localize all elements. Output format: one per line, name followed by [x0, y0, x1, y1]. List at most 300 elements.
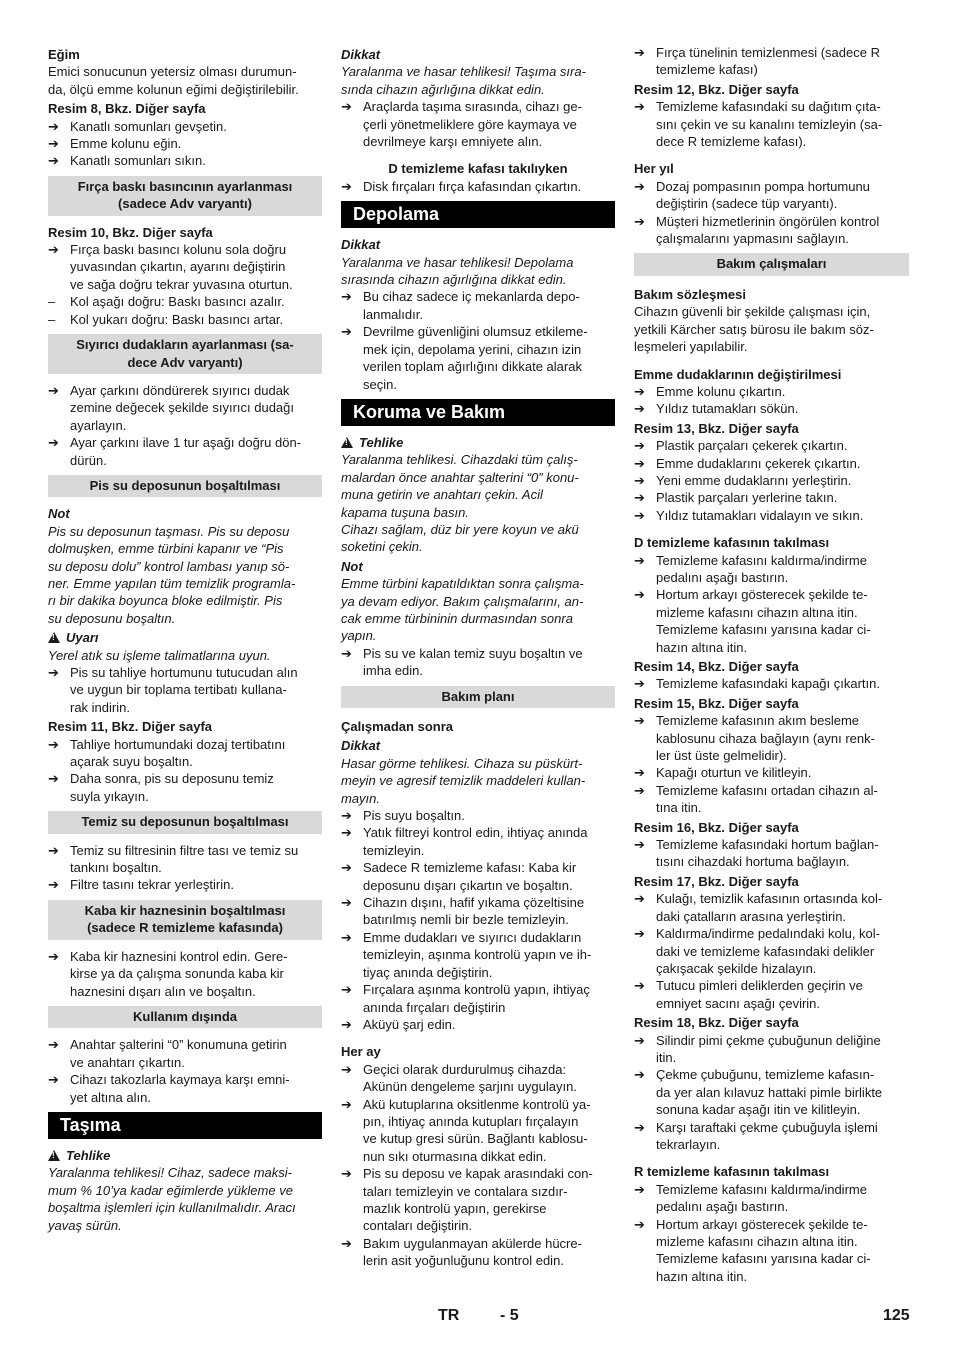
step-line: Silindir pimi çekme çubuğunun deliğine — [656, 1032, 881, 1048]
arrow-right-icon: ➔ — [341, 324, 352, 340]
result-item — [48, 311, 322, 328]
note-line: su deposu dolu” kontrol lambası yanıp sö- — [48, 558, 290, 574]
action-step — [634, 552, 909, 587]
step-line: itin. — [656, 1049, 677, 1065]
note-line: cak emme türbininin durmasından sonra — [341, 610, 573, 626]
note-text — [48, 523, 322, 627]
note-line: su deposunu boşaltın. — [48, 610, 176, 626]
step-line: rak indirin. — [70, 699, 130, 715]
action-step — [634, 675, 909, 692]
note-text — [341, 63, 615, 98]
step-line: ve uygun bir toplama tertibatı kullana- — [70, 682, 287, 698]
subheading: Resim 11, Bkz. Diğer sayfa — [48, 719, 213, 735]
arrow-right-icon: ➔ — [48, 1072, 59, 1088]
step-line: Dozaj pompasının pompa hortumunu — [656, 178, 870, 194]
step-line: hazın altına itin. — [656, 1268, 748, 1284]
section-heading-line: dece Adv varyantı) — [127, 354, 243, 370]
step-line: Emme dudakları ve sıyırıcı dudakların — [363, 929, 582, 945]
arrow-right-icon: ➔ — [634, 552, 645, 568]
action-step — [341, 645, 615, 680]
step-line: çerli yönetmeliklere göre kaymaya ve — [363, 116, 577, 132]
step-line: Temizleme kafasını kaldırma/indirme — [656, 552, 867, 568]
step-line: lanmalıdır. — [363, 306, 423, 322]
action-step — [48, 118, 322, 135]
step-line: ve sağa doğru tekrar yuvasına oturtun. — [70, 276, 293, 292]
step-line: Kapağı oturtun ve kilitleyin. — [656, 765, 812, 781]
action-step — [634, 1181, 909, 1216]
step-line: Emme kolunu çıkartın. — [656, 383, 786, 399]
arrow-right-icon: ➔ — [634, 1067, 645, 1083]
arrow-right-icon: ➔ — [341, 929, 352, 945]
step-line: yet altına alın. — [70, 1089, 151, 1105]
section-heading-line: Sıyırıcı dudakların ayarlanması (sa- — [76, 337, 294, 353]
step-line: temizleme kafası) — [656, 62, 758, 78]
subheading: Resim 8, Bkz. Diğer sayfa — [48, 101, 206, 117]
step-line: mizleme kafasını cihazın altına itin. — [656, 1234, 858, 1249]
action-step — [341, 288, 615, 323]
action-step — [341, 894, 615, 929]
action-step — [634, 44, 909, 79]
note-line: Hasar görme tehlikesi. Cihaza su püskürt- — [341, 755, 583, 771]
arrow-right-icon: ➔ — [634, 1181, 645, 1197]
section-heading-line: (sadece Adv varyantı) — [118, 196, 252, 212]
note-line: boşaltma işlemleri için kullanılmalıdır. Aracı — [48, 1200, 296, 1216]
body-text: Emici sonucunun yetersiz olması durumun- — [48, 64, 297, 80]
note-line: sırasında cihazın ağırlığına dikkat edin. — [341, 272, 567, 288]
arrow-right-icon: ➔ — [634, 713, 645, 729]
step-line: Ayar çarkını döndürerek sıyırıcı dudak — [70, 382, 290, 398]
note-line: meyin ve agresif temizlik maddeleri kullan- — [341, 773, 586, 789]
step-line: Temizleme kafasını kaldırma/indirme — [656, 1181, 867, 1197]
step-line: verilen toplam ağırlığını dikkate alarak — [363, 359, 582, 375]
action-step — [634, 1032, 909, 1067]
note-line: Yaralanma ve hasar tehlikesi! Taşıma sıra- — [341, 64, 586, 80]
step-line: pedalını aşağı bastırın. — [656, 1199, 789, 1215]
arrow-right-icon: ➔ — [48, 153, 59, 169]
action-step — [48, 842, 322, 877]
warning-triangle-icon — [341, 437, 353, 448]
action-step — [341, 807, 615, 824]
action-step — [341, 929, 615, 981]
step-line: tekrarlayın. — [656, 1136, 721, 1152]
section-heading — [634, 253, 909, 275]
step-line: Anahtar şalterini “0” konumuna getirin — [70, 1037, 287, 1053]
arrow-right-icon: ➔ — [634, 507, 645, 523]
note-line: kapama tuşuna basın. — [341, 504, 469, 520]
step-line: Pis su ve kalan temiz suyu boşaltın ve — [363, 645, 583, 661]
arrow-right-icon: ➔ — [341, 178, 352, 194]
step-line: Pis su tahliye hortumunu tutucudan alın — [70, 665, 298, 680]
step-line: temizleyin. — [363, 842, 425, 858]
action-step — [341, 824, 615, 859]
action-step — [634, 472, 909, 489]
step-line: mek için, depolama yerini, cihazın izin — [363, 341, 582, 357]
step-line: tısını cihazdaki hortuma bağlayın. — [656, 854, 850, 870]
arrow-right-icon: ➔ — [634, 782, 645, 798]
subheading: Resim 12, Bkz. Diğer sayfa — [634, 81, 799, 97]
arrow-right-icon: ➔ — [634, 438, 645, 454]
step-line: zemine değecek şekilde sıyırıcı dudağı — [70, 400, 295, 416]
step-line: dürün. — [70, 452, 107, 468]
text-column-3 — [634, 44, 909, 1285]
action-step — [48, 1036, 322, 1071]
warning-label — [341, 434, 615, 451]
section-heading — [48, 475, 322, 497]
chapter-heading: Depolama — [341, 201, 615, 228]
step-line: Yatık filtreyi kontrol edin, ihtiyaç anında — [363, 825, 588, 841]
body-text: leşmeleri yapılabilir. — [634, 339, 748, 355]
step-line: Disk fırçaları fırça kafasından çıkartın. — [363, 178, 582, 194]
step-line: batırılmış nemli bir bezle temizleyin. — [363, 912, 569, 928]
arrow-right-icon: ➔ — [634, 676, 645, 692]
step-line: Kulağı, temizlik kafasının ortasında kol- — [656, 891, 883, 907]
arrow-right-icon: ➔ — [634, 587, 645, 603]
section-heading — [48, 811, 322, 833]
action-step — [634, 383, 909, 400]
action-step — [634, 586, 909, 621]
action-step — [48, 382, 322, 434]
action-step — [48, 152, 322, 169]
step-line: nun sıkı oturmasına dikkat edin. — [363, 1148, 547, 1164]
action-step — [634, 977, 909, 1012]
arrow-right-icon: ➔ — [341, 645, 352, 661]
arrow-right-icon: ➔ — [634, 1216, 645, 1232]
arrow-right-icon: ➔ — [634, 837, 645, 853]
step-line: hazın altına itin. — [656, 639, 748, 655]
action-step — [341, 1096, 615, 1166]
action-step — [634, 890, 909, 925]
arrow-right-icon: ➔ — [341, 289, 352, 305]
step-line: Kaba kir haznesini kontrol edin. Gere- — [70, 948, 288, 964]
step-line: Aküyü şarj edin. — [363, 1016, 456, 1032]
step-line: da yer alan kılavuz hattaki pimle birlikte — [656, 1084, 883, 1100]
step-line: Bu cihaz sadece iç mekanlarda depo- — [363, 289, 580, 305]
arrow-right-icon: ➔ — [48, 771, 59, 787]
section-heading — [48, 334, 322, 374]
step-line: Pis su deposu ve kapak arasındaki con- — [363, 1166, 593, 1182]
section-heading — [48, 900, 322, 940]
note-line: Cihazı sağlam, düz bir yere koyun ve akü — [341, 521, 579, 537]
step-line: sını çekin ve su kanalını temizleyin (sa- — [656, 116, 883, 132]
subheading: D temizleme kafasının takılması — [634, 535, 830, 551]
step-line: devrilmeye karşı emniyete alın. — [363, 134, 543, 150]
arrow-right-icon: ➔ — [48, 877, 59, 893]
action-step — [48, 241, 322, 293]
action-step — [341, 323, 615, 393]
subheading: Eğim — [48, 47, 80, 62]
step-line: ve anahtarı çıkartın. — [70, 1054, 185, 1070]
note-line: soketini çekin. — [341, 539, 423, 555]
step-line: Kaldırma/indirme pedalındaki kolu, kol- — [656, 926, 880, 942]
step-line: taları temizleyin ve contalara sızdır- — [363, 1183, 568, 1199]
step-line: Temiz su filtresinin filtre tası ve temiz su — [70, 842, 299, 858]
step-line: çalışmalarını yapmasını sağlayın. — [656, 231, 849, 247]
arrow-right-icon: ➔ — [634, 765, 645, 781]
step-line: Emme dudaklarını çekerek çıkartın. — [656, 455, 861, 471]
footer-language: TR — [438, 1307, 460, 1324]
result-item — [48, 293, 322, 310]
step-line: anında fırçaları değiştirin — [363, 999, 506, 1015]
step-line: Plastik parçaları çekerek çıkartın. — [656, 438, 848, 454]
step-line: imha edin. — [363, 663, 423, 679]
note-line: malardan önce anahtar şalterini “0” konu- — [341, 469, 579, 485]
note-label: Not — [341, 558, 363, 574]
arrow-right-icon: ➔ — [48, 435, 59, 451]
subheading: R temizleme kafasının takılması — [634, 1164, 830, 1180]
note-label: Dikkat — [341, 47, 381, 62]
subheading: Resim 18, Bkz. Diğer sayfa — [634, 1015, 799, 1031]
arrow-right-icon: ➔ — [48, 382, 59, 398]
note-text — [341, 755, 615, 807]
subheading: Resim 16, Bkz. Diğer sayfa — [634, 819, 799, 835]
step-line: Yeni emme dudaklarını yerleştirin. — [656, 472, 852, 488]
section-heading — [341, 686, 615, 708]
warning-triangle-icon — [48, 1150, 60, 1161]
step-line: Karşı taraftaki çekme çubuğuyla işlemi — [656, 1119, 878, 1135]
note-label: Dikkat — [341, 237, 381, 253]
step-line: ler üst üste gelmelidir). — [656, 748, 787, 764]
action-step — [634, 178, 909, 213]
step-line: temizleyin, aşınma kontrolü yapın ve ih- — [363, 947, 592, 963]
step-continuation — [634, 621, 909, 656]
warning-label — [48, 629, 322, 646]
section-heading-line: Bakım çalışmaları — [716, 256, 827, 272]
step-line: Plastik parçaları yerlerine takın. — [656, 490, 838, 506]
action-step — [634, 400, 909, 417]
step-line: Tahliye hortumundaki dozaj tertibatını — [70, 736, 286, 752]
step-line: Müşteri hizmetlerinin öngörülen kontrol — [656, 213, 880, 229]
action-step — [48, 876, 322, 893]
action-step — [48, 770, 322, 805]
step-line: Akünün dengeleme şarjını uygulayın. — [363, 1079, 577, 1095]
step-line: mizleme kafasını cihazın altına itin. — [656, 604, 858, 620]
arrow-right-icon: ➔ — [48, 948, 59, 964]
step-line: Pis suyu boşaltın. — [363, 808, 465, 824]
action-step — [634, 764, 909, 781]
step-continuation — [634, 1250, 909, 1285]
step-line: Filtre tasını tekrar yerleştirin. — [70, 877, 234, 893]
action-step — [341, 178, 615, 195]
section-heading — [48, 1006, 322, 1028]
section-heading — [48, 176, 322, 216]
step-line: açarak suyu boşaltın. — [70, 754, 193, 770]
arrow-right-icon: ➔ — [341, 99, 352, 115]
note-line: yavaş sürün. — [48, 1217, 122, 1233]
section-heading-line: Kaba kir haznesinin boşaltılması — [84, 902, 286, 918]
action-step — [634, 507, 909, 524]
action-step — [341, 1165, 615, 1235]
subheading: Her yıl — [634, 161, 674, 177]
arrow-right-icon: ➔ — [341, 895, 352, 911]
step-line: pedalını aşağı bastırın. — [656, 569, 789, 585]
subheading: Resim 14, Bkz. Diğer sayfa — [634, 659, 799, 674]
note-text — [48, 647, 322, 664]
arrow-right-icon: ➔ — [341, 1166, 352, 1182]
action-step — [341, 981, 615, 1016]
subheading: Resim 17, Bkz. Diğer sayfa — [634, 873, 799, 889]
footer-page-number: 125 — [883, 1307, 910, 1324]
subheading: D temizleme kafası takılıyken — [388, 161, 568, 177]
chapter-heading: Koruma ve Bakım — [341, 399, 615, 426]
step-line: Fırça baskı basıncı kolunu sola doğru — [70, 242, 287, 258]
arrow-right-icon: ➔ — [48, 118, 59, 134]
step-line: emniyet sacını aşağı çevirin. — [656, 995, 821, 1011]
step-line: Bakım uygulanmayan akülerde hücre- — [363, 1235, 582, 1251]
action-step — [634, 213, 909, 248]
action-step — [634, 98, 909, 150]
arrow-right-icon: ➔ — [48, 242, 59, 258]
arrow-right-icon: ➔ — [48, 665, 59, 680]
action-step — [48, 948, 322, 1000]
text-column-1 — [48, 44, 322, 1234]
arrow-right-icon: ➔ — [634, 455, 645, 471]
step-line: tankını boşaltın. — [70, 860, 162, 876]
action-step — [634, 489, 909, 506]
section-heading-line: Bakım planı — [441, 688, 515, 704]
step-line: Kol yukarı doğru: Baskı basıncı artar. — [70, 311, 284, 327]
body-text: yetkili Kärcher satış bürosu ile bakım söz- — [634, 321, 874, 337]
note-text — [48, 1164, 322, 1234]
step-line: Hortum arkayı gösterecek şekilde te- — [656, 587, 868, 603]
step-line: dece R temizleme kafası). — [656, 134, 807, 150]
note-line: Yaralanma ve hasar tehlikesi! Depolama — [341, 254, 574, 270]
action-step — [634, 1119, 909, 1154]
step-line: Cihazı takozlarla kaymaya karşı emni- — [70, 1072, 290, 1088]
step-line: Çekme çubuğunu, temizleme kafasın- — [656, 1067, 875, 1083]
note-line: yapın. — [341, 628, 377, 644]
step-line: Temizleme kafasını ortadan cihazın al- — [656, 782, 878, 798]
action-step — [634, 455, 909, 472]
arrow-right-icon: ➔ — [341, 1235, 352, 1251]
subheading: Çalışmadan sonra — [341, 719, 453, 734]
arrow-right-icon: ➔ — [634, 401, 645, 417]
note-line: Yaralanma tehlikesi. Cihazdaki tüm çalış- — [341, 452, 578, 468]
arrow-right-icon: ➔ — [341, 1061, 352, 1077]
subheading: Resim 10, Bkz. Diğer sayfa — [48, 224, 213, 240]
action-step — [634, 1216, 909, 1251]
step-line: Temizleme kafasının akım besleme — [656, 713, 860, 729]
arrow-right-icon: ➔ — [634, 978, 645, 994]
action-step — [634, 782, 909, 817]
action-step — [634, 437, 909, 454]
section-heading-line: Kullanım dışında — [132, 1008, 237, 1024]
note-line: mayın. — [341, 790, 381, 806]
subheading: Bakım sözleşmesi — [634, 286, 747, 302]
step-line: Temizleme kafasını yarısına kadar ci- — [656, 622, 871, 638]
step-line: Fırça tünelinin temizlenmesi (sadece R — [656, 45, 880, 60]
step-line: mazlık kontrolü yapın, gerekirse — [363, 1200, 547, 1216]
body-text: da, ölçü emme kolunun eğimi değiştirilebilir. — [48, 81, 299, 97]
step-line: çakışacak şekilde hizalayın. — [656, 960, 817, 976]
step-line: Tutucu pimleri deliklerden geçirin ve — [656, 978, 863, 994]
warning-label — [48, 1147, 322, 1164]
section-heading-line: (sadece R temizleme kafasında) — [87, 920, 283, 936]
section-heading-line: Temiz su deposunun boşaltılması — [81, 814, 289, 830]
action-step — [341, 859, 615, 894]
note-line: mum % 10’ya kadar eğimlerde yükleme ve — [48, 1182, 293, 1198]
arrow-right-icon: ➔ — [634, 1032, 645, 1048]
step-line: Temizleme kafasındaki hortum bağlan- — [656, 837, 879, 853]
arrow-right-icon: ➔ — [634, 178, 645, 194]
action-step — [48, 1071, 322, 1106]
step-line: pın, ihtiyaç anında kutupları fırçalayın — [363, 1113, 579, 1129]
arrow-right-icon: ➔ — [48, 1037, 59, 1053]
step-line: deposunu dışarı çıkartın ve boşaltın. — [363, 877, 573, 893]
step-line: Hortum arkayı gösterecek şekilde te- — [656, 1216, 868, 1232]
step-line: Kanatlı somunları sıkın. — [70, 153, 206, 169]
arrow-right-icon: ➔ — [341, 860, 352, 876]
section-heading-line: Pis su deposunun boşaltılması — [89, 477, 281, 493]
step-line: Kol aşağı doğru: Baskı basıncı azalır. — [70, 294, 285, 310]
step-line: yuvasından çıkartın, ayarını değiştirin — [70, 259, 286, 275]
action-step — [634, 1066, 909, 1118]
body-text: Cihazın güvenli bir şekilde çalışması için, — [634, 304, 871, 320]
arrow-right-icon: ➔ — [634, 490, 645, 506]
section-heading-line: Fırça baskı basıncının ayarlanması — [77, 178, 293, 194]
step-line: değiştirin (sadece tüp varyantı). — [656, 196, 838, 212]
arrow-right-icon: ➔ — [634, 99, 645, 115]
arrow-right-icon: ➔ — [341, 825, 352, 841]
warning-label-text: Tehlike — [359, 434, 404, 450]
step-line: contaları değiştirin. — [363, 1218, 473, 1234]
note-line: dolmuşken, emme türbini kapanır ve “Pis — [48, 541, 284, 557]
warning-label-text: Uyarı — [66, 630, 99, 646]
note-text — [341, 254, 615, 289]
arrow-right-icon: ➔ — [634, 891, 645, 907]
arrow-right-icon: ➔ — [634, 213, 645, 229]
arrow-right-icon: ➔ — [341, 808, 352, 824]
chapter-heading: Taşıma — [48, 1112, 322, 1139]
arrow-right-icon: ➔ — [634, 1119, 645, 1135]
note-line: rı bir dakika boyunca bloke edilmiştir. Pis — [48, 593, 283, 609]
dash-marker: – — [48, 294, 56, 310]
action-step — [48, 135, 322, 152]
step-line: Araçlarda taşıma sırasında, cihazı ge- — [363, 99, 582, 115]
note-label: Dikkat — [341, 738, 381, 754]
arrow-right-icon: ➔ — [48, 736, 59, 752]
step-line: Kanatlı somunları gevşetin. — [70, 118, 227, 134]
action-step — [341, 98, 615, 150]
step-line: seçin. — [363, 376, 397, 392]
action-step — [48, 434, 322, 469]
note-line: muna getirin ve anahtarı çekin. Acil — [341, 487, 543, 503]
arrow-right-icon: ➔ — [634, 472, 645, 488]
arrow-right-icon: ➔ — [634, 926, 645, 942]
footer-local-page: - 5 — [500, 1307, 519, 1324]
subheading: Her ay — [341, 1044, 381, 1060]
step-line: suyla yıkayın. — [70, 788, 149, 804]
note-line: ya devam ediyor. Bakım çalışmalarını, an- — [341, 593, 584, 609]
note-line: Yaralanma tehlikesi! Cihaz, sadece maksi- — [48, 1165, 292, 1181]
arrow-right-icon: ➔ — [634, 45, 645, 60]
step-line: Yıldız tutamakları sökün. — [656, 401, 799, 417]
arrow-right-icon: ➔ — [341, 1096, 352, 1112]
arrow-right-icon: ➔ — [48, 136, 59, 152]
subheading: Emme dudaklarının değiştirilmesi — [634, 366, 842, 382]
action-step — [48, 664, 322, 716]
action-step — [341, 1061, 615, 1096]
step-line: Sadece R temizleme kafası: Kaba kir — [363, 860, 577, 876]
step-line: Temizleme kafasındaki su dağıtım çıta- — [656, 99, 881, 115]
step-line: daki ve temizleme kafasındaki delikler — [656, 943, 875, 959]
step-line: Fırçalara aşınma kontrolü yapın, ihtiyaç — [363, 982, 590, 998]
dash-marker: – — [48, 311, 56, 327]
step-line: Ayar çarkını ilave 1 tur aşağı doğru dön- — [70, 435, 301, 451]
step-line: Geçici olarak durdurulmuş cihazda: — [363, 1061, 567, 1077]
action-step — [341, 1235, 615, 1270]
step-line: Emme kolunu eğin. — [70, 136, 182, 152]
note-line: Emme türbini kapatıldıktan sonra çalışma- — [341, 576, 584, 592]
